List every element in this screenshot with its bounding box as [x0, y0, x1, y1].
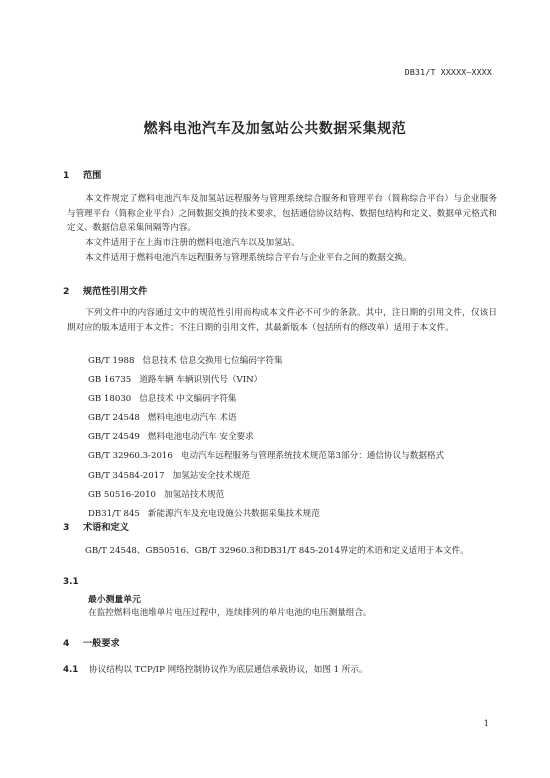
scope-paragraph-2: 本文件适用于在上海市注册的燃料电池汽车以及加氢站。 — [85, 238, 300, 248]
document-code: DB31/T XXXXX—XXXX — [404, 67, 492, 77]
reference-name: 燃料电池电动汽车 术语 — [147, 413, 237, 424]
document-title: 燃料电池汽车及加氢站公共数据采集规范 — [143, 121, 407, 137]
reference-name: 加氢站安全技术规范 — [172, 470, 251, 481]
term-name: 最小测量单元 — [88, 595, 141, 605]
clause-number: 4.1 — [63, 665, 79, 675]
terms-intro: GB/T 24548、GB50516、GB/T 32960.3和DB31/T 845-2014界定的术语和定义适用于本文件。 — [85, 546, 469, 556]
section-title: 规范性引用文件 — [83, 286, 148, 297]
section-title: 范围 — [83, 170, 102, 181]
reference-name: 信息技术 中文编码字符集 — [139, 394, 237, 405]
section-number: 1 — [63, 170, 70, 181]
reference-code: GB/T 1988 — [88, 356, 135, 366]
normative-intro: 下列文件中的内容通过文中的规范性引用而构成本文件必不可少的条款。其中，注日期的引用文件，仅该日期对应的版本适用于本文件；不注日期的引用文件，其最新版本（包括所有的修改单）适用于本文件。 — [67, 308, 497, 333]
section-title: 一般要求 — [83, 638, 120, 649]
reference-code: GB 50516-2010 — [88, 489, 157, 500]
reference-code: GB 16735 — [88, 375, 132, 386]
list-item — [88, 486, 444, 505]
scope-paragraph-3: 本文件适用于燃料电池汽车远程服务与管理系统综合平台与企业平台之间的数据交换。 — [85, 253, 412, 263]
term-definition: 在监控燃料电池堆单片电压过程中，连续排列的单片电池的电压测量组合。 — [88, 608, 372, 618]
reference-name: 信息技术 信息交换用七位编码字符集 — [142, 356, 283, 366]
section-heading-normative-references — [63, 283, 147, 297]
list-item — [88, 371, 444, 390]
reference-list — [88, 352, 444, 524]
section-number: 2 — [63, 286, 70, 297]
reference-code: GB/T 34584-2017 — [88, 470, 165, 481]
page-number: 1 — [483, 718, 489, 728]
section-heading-terms — [63, 519, 129, 533]
term-number: 3.1 — [63, 577, 79, 587]
section-number: 3 — [63, 522, 70, 533]
reference-name: 新能源汽车及充电设施公共数据采集技术规范 — [147, 508, 320, 519]
reference-code: GB/T 24548 — [88, 413, 140, 424]
list-item — [88, 447, 444, 466]
scope-paragraph-1: 本文件规定了燃料电池汽车及加氢站远程服务与管理系统综合服务和管理平台（简称综合平台）与企业服务与管理平台（简称企业平台）之间数据交换的技术要求，包括通信协议结构、数据包结构和定义、数据单元格式和定义、数据信息采集间隔等内容。 — [67, 194, 497, 233]
section-heading-general — [63, 635, 120, 649]
reference-code: DB31/T 845 — [88, 508, 140, 519]
reference-name: 燃料电池电动汽车 安全要求 — [147, 432, 254, 443]
reference-name: 道路车辆 车辆识别代号（VIN） — [139, 375, 263, 386]
clause-text: 协议结构以 TCP/IP 网络控制协议作为底层通信承载协议，如图 1 所示。 — [89, 665, 368, 675]
list-item — [88, 505, 444, 524]
reference-code: GB/T 24549 — [88, 432, 140, 443]
list-item — [88, 409, 444, 428]
section-number: 4 — [63, 638, 70, 649]
section-title: 术语和定义 — [83, 522, 129, 533]
clause-4-1 — [63, 663, 368, 675]
list-item — [88, 352, 444, 371]
list-item — [88, 467, 444, 486]
reference-name: 加氢站技术规范 — [164, 489, 225, 500]
reference-name: 电动汽车远程服务与管理系统技术规范第3部分：通信协议与数据格式 — [180, 451, 445, 462]
section-heading-scope — [63, 167, 101, 181]
list-item — [88, 390, 444, 409]
list-item — [88, 428, 444, 447]
reference-code: GB 18030 — [88, 394, 132, 405]
reference-code: GB/T 32960.3-2016 — [88, 451, 173, 462]
